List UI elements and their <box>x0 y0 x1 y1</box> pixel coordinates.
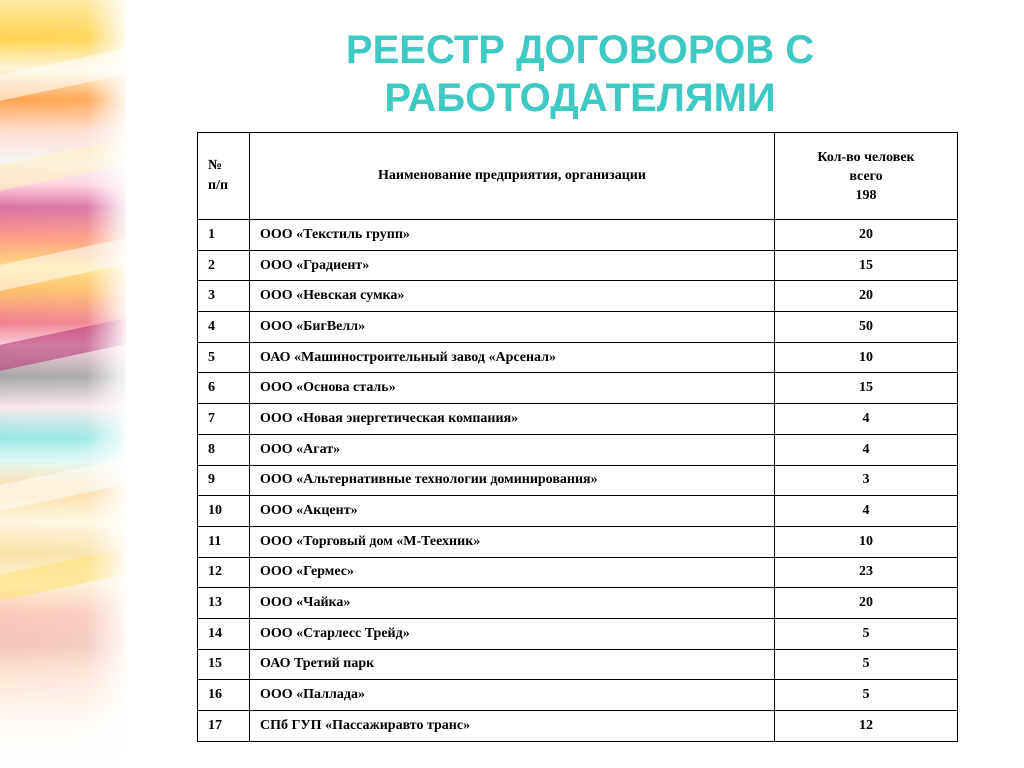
row-people-count: 5 <box>775 618 958 649</box>
table-row <box>198 588 958 619</box>
row-number: 16 <box>198 680 250 711</box>
page-title <box>200 26 960 122</box>
row-people-count: 20 <box>775 588 958 619</box>
row-people-count: 5 <box>775 649 958 680</box>
row-organization-name: ООО «Текстиль групп» <box>250 220 775 251</box>
row-organization-name: ООО «Торговый дом «М-Теехник» <box>250 526 775 557</box>
row-organization-name: СПб ГУП «Пассажиравто транс» <box>250 711 775 742</box>
table-row <box>198 220 958 251</box>
row-number: 13 <box>198 588 250 619</box>
header-people-count <box>775 133 958 220</box>
header-people-count-line-1: Кол-во человек <box>817 149 915 165</box>
row-organization-name: ООО «Невская сумка» <box>250 281 775 312</box>
decorative-side-strip <box>0 0 126 768</box>
row-people-count: 5 <box>775 680 958 711</box>
table-row <box>198 711 958 742</box>
row-number: 12 <box>198 557 250 588</box>
row-organization-name: ООО «Старлесс Трейд» <box>250 618 775 649</box>
header-number-line-1: № <box>208 158 223 173</box>
row-number: 11 <box>198 526 250 557</box>
row-people-count: 50 <box>775 312 958 343</box>
header-people-count-total: 198 <box>855 187 877 203</box>
row-organization-name: ООО «Паллада» <box>250 680 775 711</box>
row-people-count: 4 <box>775 496 958 527</box>
row-number: 4 <box>198 312 250 343</box>
row-number: 1 <box>198 220 250 251</box>
row-organization-name: ООО «Основа сталь» <box>250 373 775 404</box>
row-organization-name: ООО «Акцент» <box>250 496 775 527</box>
row-organization-name: ООО «Новая энергетическая компания» <box>250 404 775 435</box>
row-people-count: 20 <box>775 281 958 312</box>
row-organization-name: ОАО Третий парк <box>250 649 775 680</box>
row-organization-name: ОАО «Машиностроительный завод «Арсенал» <box>250 342 775 373</box>
row-organization-name: ООО «БигВелл» <box>250 312 775 343</box>
row-people-count: 10 <box>775 526 958 557</box>
row-organization-name: ООО «Градиент» <box>250 250 775 281</box>
row-people-count: 12 <box>775 711 958 742</box>
table-row <box>198 557 958 588</box>
header-organization-name <box>250 133 775 220</box>
page-title-line-1: РЕЕСТР ДОГОВОРОВ С <box>345 28 815 72</box>
header-organization-name-label: Наименование предприятия, организации <box>378 168 646 183</box>
row-people-count: 20 <box>775 220 958 251</box>
row-people-count: 4 <box>775 404 958 435</box>
row-people-count: 15 <box>775 250 958 281</box>
header-number-line-2: п/п <box>208 178 229 193</box>
header-people-count-line-2: всего <box>849 168 883 184</box>
row-people-count: 23 <box>775 557 958 588</box>
page-title-line-2: РАБОТОДАТЕЛЯМИ <box>384 76 776 120</box>
table-header-row <box>198 133 958 220</box>
strip-fade <box>86 0 126 768</box>
table-row <box>198 649 958 680</box>
header-number <box>198 133 250 220</box>
row-organization-name: ООО «Альтернативные технологии доминирования» <box>250 465 775 496</box>
row-people-count: 3 <box>775 465 958 496</box>
row-number: 3 <box>198 281 250 312</box>
row-number: 8 <box>198 434 250 465</box>
row-organization-name: ООО «Чайка» <box>250 588 775 619</box>
row-organization-name: ООО «Гермес» <box>250 557 775 588</box>
table-row <box>198 342 958 373</box>
row-number: 2 <box>198 250 250 281</box>
table-row <box>198 250 958 281</box>
table-body <box>198 220 958 742</box>
table-row <box>198 680 958 711</box>
row-number: 14 <box>198 618 250 649</box>
row-number: 9 <box>198 465 250 496</box>
row-number: 10 <box>198 496 250 527</box>
table-row <box>198 404 958 435</box>
row-people-count: 10 <box>775 342 958 373</box>
row-number: 5 <box>198 342 250 373</box>
table-row <box>198 281 958 312</box>
row-organization-name: ООО «Агат» <box>250 434 775 465</box>
row-number: 7 <box>198 404 250 435</box>
table-row <box>198 373 958 404</box>
table-row <box>198 434 958 465</box>
row-number: 17 <box>198 711 250 742</box>
table-row <box>198 526 958 557</box>
contracts-registry-table <box>197 132 958 742</box>
row-people-count: 4 <box>775 434 958 465</box>
table-row <box>198 465 958 496</box>
table-row <box>198 312 958 343</box>
row-number: 6 <box>198 373 250 404</box>
table-row <box>198 496 958 527</box>
row-people-count: 15 <box>775 373 958 404</box>
table-row <box>198 618 958 649</box>
row-number: 15 <box>198 649 250 680</box>
